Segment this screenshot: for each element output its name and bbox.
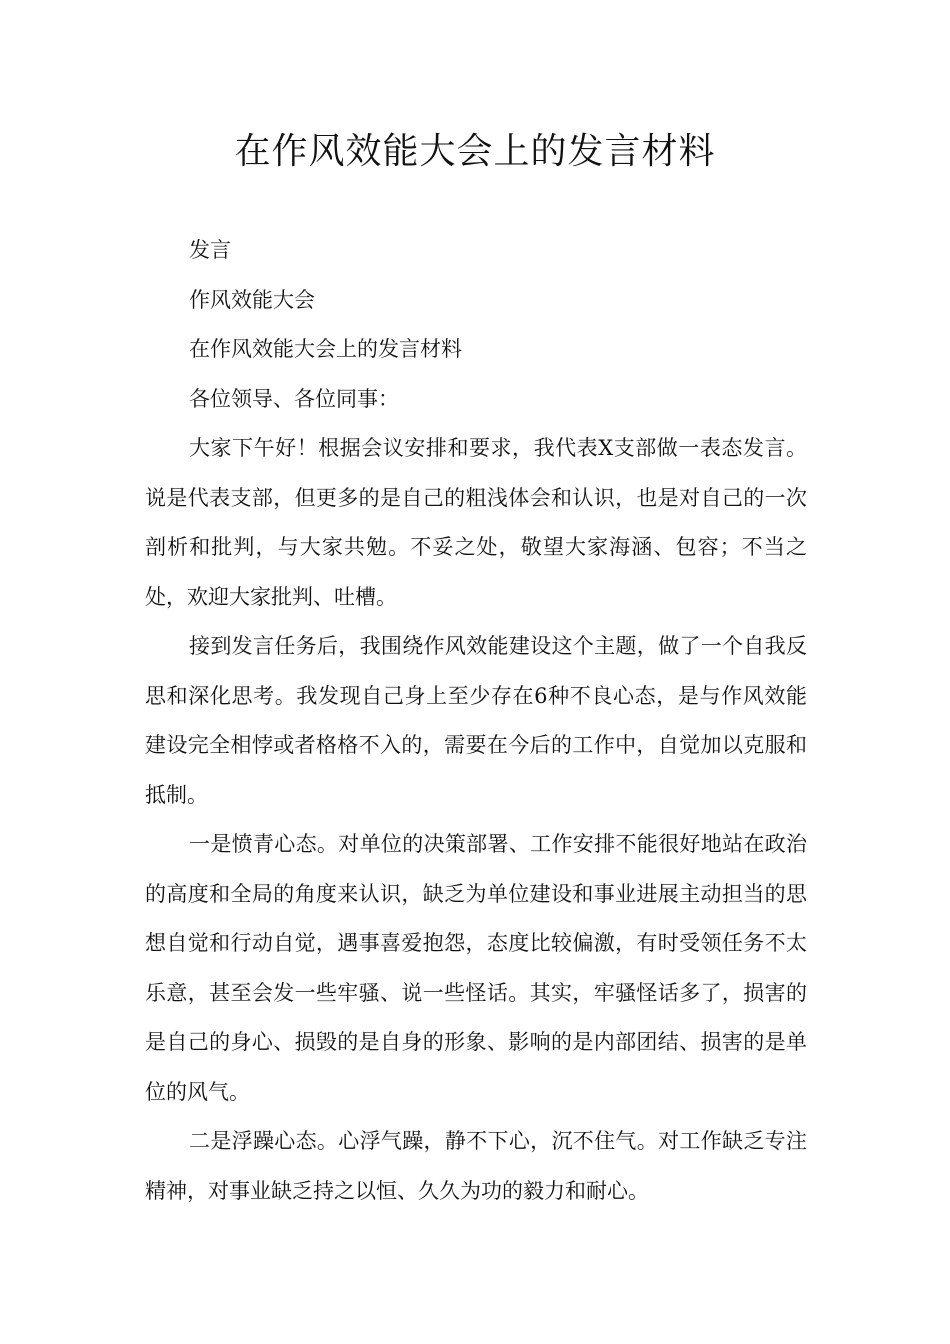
paragraph-2: 作风效能大会 (189, 287, 315, 312)
salutation: 各位领导、各位同事： (189, 386, 399, 411)
paragraph-point-2: 二是浮躁心态。心浮气躁，静不下心，沉不住气。对工作缺乏专注精神，对事业缺乏持之以恒、久久为功的毅力和耐心。 (145, 1129, 807, 1203)
document-body (145, 226, 807, 1216)
paragraph-reflection: 接到发言任务后，我围绕作风效能建设这个主题，做了一个自我反思和深化思考。我发现自己身上至少存在6种不良心态，是与作风效能建设完全相悖或者格格不入的，需要在今后的工作中，自觉加以克服和抵制。 (145, 634, 807, 807)
paragraph-point-1: 一是愤青心态。对单位的决策部署、工作安排不能很好地站在政治的高度和全局的角度来认识，缺乏为单位建设和事业进展主动担当的思想自觉和行动自觉，遇事喜爱抱怨，态度比较偏激，有时受领任务不太乐意，甚至会发一些牢骚、说一些怪话。其实，牢骚怪话多了，损害的是自己的身心、损毁的是自身的形象、影响的是内部团结、损害的是单位的风气。 (145, 832, 807, 1104)
paragraph-1: 发言 (189, 238, 231, 262)
paragraph-3: 在作风效能大会上的发言材料 (189, 337, 462, 361)
document-title: 在作风效能大会上的发言材料 (234, 131, 716, 172)
paragraph-greeting: 大家下午好！根据会议安排和要求，我代表X支部做一表态发言。说是代表支部，但更多的是自己的粗浅体会和认识，也是对自己的一次剖析和批判，与大家共勉。不妥之处，敬望大家海涵、包容；不当之处，欢迎大家批判、吐槽。 (145, 436, 807, 609)
